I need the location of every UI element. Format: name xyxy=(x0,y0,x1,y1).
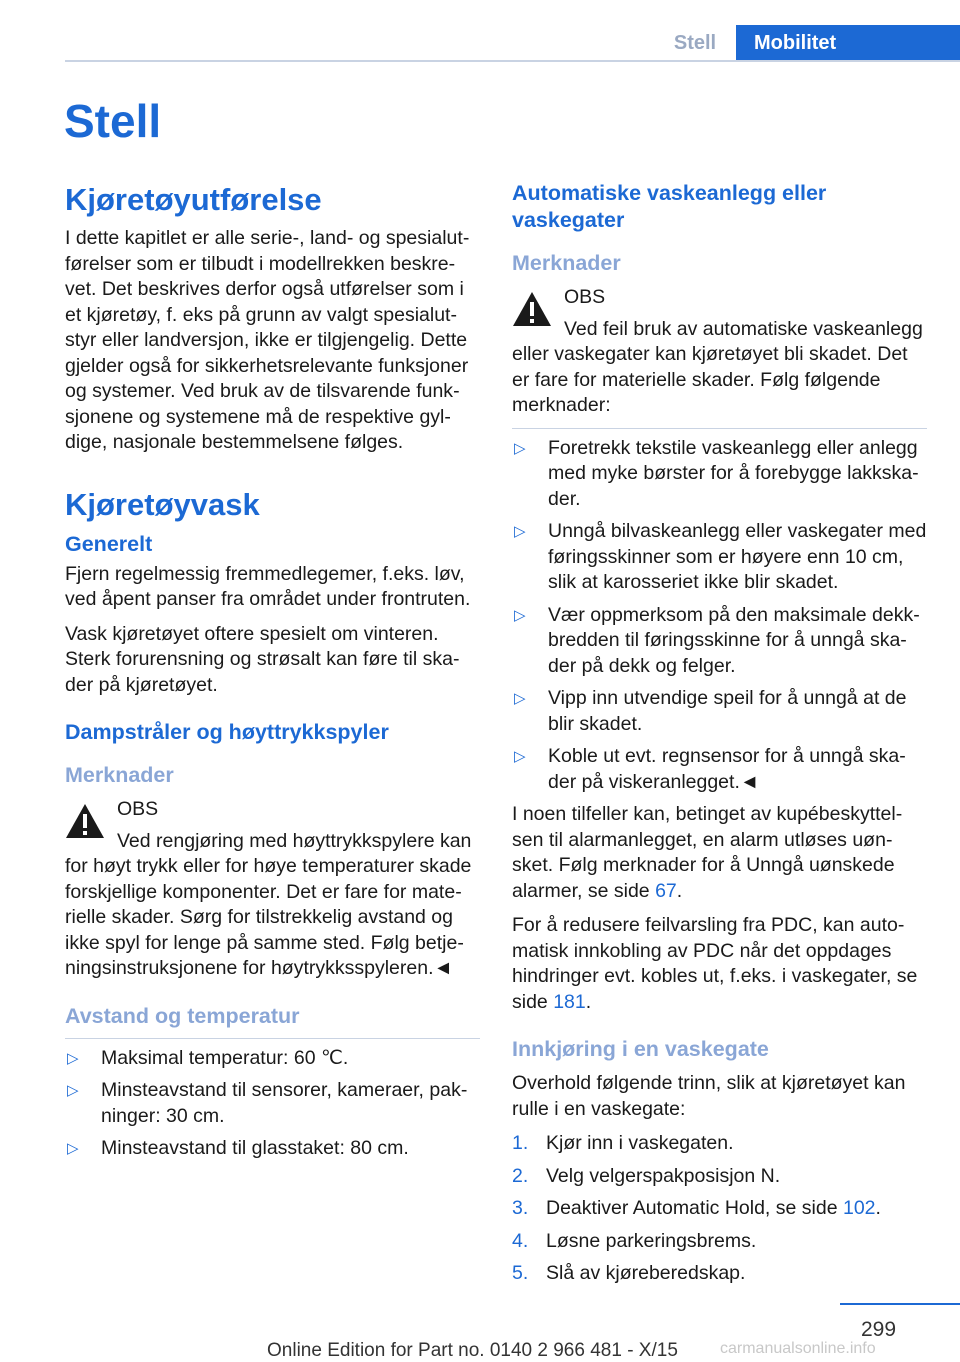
warning-label: OBS xyxy=(564,286,606,308)
entry-steps xyxy=(512,1131,927,1287)
triangle-bullet-icon: ▷ xyxy=(514,439,526,457)
list-item: ▷ Foretrekk tekstile vaskeanlegg eller anlegg med myke børster for å forebygge lakkskader. xyxy=(512,436,927,513)
vehicle-paragraph: I dette kapitlet er alle serie-, land- og spesialutførelser som er tilbudt i modellrekken beskrevet. Det beskrives derfor også utførelser som i et kjøretøy, f. eks på grunn av valgt spesialutstyr eller landversjon, ikke er tilgjengelig. Dette gjelder også for sikkerhetsrelevante funksjoner og systemer. Ved bruk av de tilsvarende funksjonene og systemene må de respektive gyldige, nasjonale bestemmelsene følges. xyxy=(65,227,470,453)
triangle-bullet-icon: ▷ xyxy=(514,748,526,765)
step-item: 3. Deaktiver Automatic Hold, se side 102. xyxy=(512,1197,881,1219)
tab-mobilitet[interactable]: Mobilitet xyxy=(736,25,960,61)
list-item: ▷ Minsteavstand til sensorer, kameraer, pakninger: 30 cm. xyxy=(65,1078,480,1129)
list-item: ▷ Vipp inn utvendige speil for å unngå at de blir skadet. xyxy=(512,686,927,737)
triangle-bullet-icon: ▷ xyxy=(67,1082,79,1099)
page-link-67[interactable]: 67 xyxy=(655,879,677,902)
warning-block xyxy=(65,797,480,982)
steam-heading: Dampstråler og høyttrykkspyler xyxy=(65,720,389,744)
list-item: ▷ Minsteavstand til glasstaket: 80 cm. xyxy=(65,1136,480,1162)
general-heading: Generelt xyxy=(65,531,153,556)
warning-text: eller vaskegater kan kjøretøyet bli skadet. Det er fare for materielle skader. Følg følgende merknader: xyxy=(512,343,908,416)
warning-block xyxy=(512,285,927,419)
step-item: 2. Velg velgerspakposisjon N. xyxy=(512,1164,781,1187)
warning-triangle-icon xyxy=(512,291,552,327)
footer-accent-line xyxy=(840,1303,960,1305)
header-bar xyxy=(0,0,960,62)
triangle-bullet-icon: ▷ xyxy=(514,690,526,707)
tab-stell[interactable]: Stell xyxy=(673,31,717,54)
wash-heading: Kjøretøyvask xyxy=(65,486,260,522)
list-divider xyxy=(65,1038,480,1039)
general-paragraph-1: Fjern regelmessig fremmedlegemer, f.eks. løv, ved åpent panser fra området under frontruten. xyxy=(65,562,471,610)
watermark: carmanualsonline.info xyxy=(720,1340,876,1357)
distance-heading: Avstand og temperatur xyxy=(65,1003,300,1028)
right-column xyxy=(512,180,927,1294)
page-link-102[interactable]: 102 xyxy=(842,1197,876,1219)
triangle-bullet-icon: ▷ xyxy=(514,523,526,540)
page-link-181[interactable]: 181 xyxy=(553,990,586,1013)
warning-first-line: Ved rengjøring med høyttrykkspylere kan xyxy=(117,829,472,852)
distance-list xyxy=(65,1046,480,1162)
header-divider xyxy=(65,60,960,62)
entry-heading: Innkjøring i en vaskegate xyxy=(512,1037,769,1061)
notes-heading: Merknader xyxy=(512,251,621,275)
left-column xyxy=(65,180,480,1169)
list-item: ▷ Unngå bilvaskeanlegg eller vaskegater med føringsskinner som er høyere enn 10 cm, slik at karosseriet ikke blir skadet. xyxy=(512,519,927,596)
page-number: 299 xyxy=(861,1318,897,1341)
triangle-bullet-icon: ▷ xyxy=(67,1140,79,1157)
pdc-paragraph: For å redusere feilvarsling fra PDC, kan automatisk innkobling av PDC når det oppdages hindringer evt. kobles ut, f.eks. i vaskegater, se side 181. xyxy=(512,914,918,1013)
alarm-paragraph: I noen tilfeller kan, betinget av kupébeskyttelsen til alarmanlegget, en alarm utløses uønsket. Følg merknader for å Unngå uønskede alarmer, se side 67. xyxy=(512,803,903,902)
general-paragraph-2: Vask kjøretøyet oftere spesielt om vinteren. Sterk forurensning og strøsalt kan føre til skader på kjøretøyet. xyxy=(65,622,460,696)
warning-label: OBS xyxy=(117,798,159,820)
list-item: ▷ Koble ut evt. regnsensor for å unngå skader på viskeranlegget.◄ xyxy=(512,744,927,795)
notes-heading: Merknader xyxy=(65,763,174,787)
entry-paragraph: Overhold følgende trinn, slik at kjøretøyet kan rulle i en vaskegate: xyxy=(512,1072,906,1120)
list-divider xyxy=(512,428,927,429)
footer-edition: Online Edition for Part no. 0140 2 966 481 - X/15 xyxy=(267,1340,678,1361)
auto-wash-heading: Automatiske vaskeanlegg eller vaskegater xyxy=(512,181,827,232)
warning-first-line: Ved feil bruk av automatiske vaskeanlegg xyxy=(564,317,923,340)
triangle-bullet-icon: ▷ xyxy=(67,1049,79,1067)
list-item: ▷ Vær oppmerksom på den maksimale dekkbredden til føringsskinne for å unngå skader på dekk og felger. xyxy=(512,603,927,680)
wash-notes-list xyxy=(512,436,927,796)
list-item: ▷ Maksimal temperatur: 60 ℃. xyxy=(65,1046,480,1072)
step-item: 1. Kjør inn i vaskegaten. xyxy=(512,1132,734,1154)
warning-triangle-icon xyxy=(65,803,105,839)
vehicle-heading: Kjøretøyutførelse xyxy=(65,182,322,217)
step-item: 5. Slå av kjøreberedskap. xyxy=(512,1262,746,1284)
page-title: Stell xyxy=(64,95,162,147)
triangle-bullet-icon: ▷ xyxy=(514,606,526,624)
step-item: 4. Løsne parkeringsbrems. xyxy=(512,1229,757,1252)
warning-text: for høyt trykk eller for høye temperaturer skade forskjellige komponenter. Det er fare for materielle skader. Sørg for tilstrekkelig avstand og ikke spyl for lenge på samme sted. Følg betjeningsinstruksjonene for høytrykksspyleren.◄ xyxy=(65,855,472,979)
